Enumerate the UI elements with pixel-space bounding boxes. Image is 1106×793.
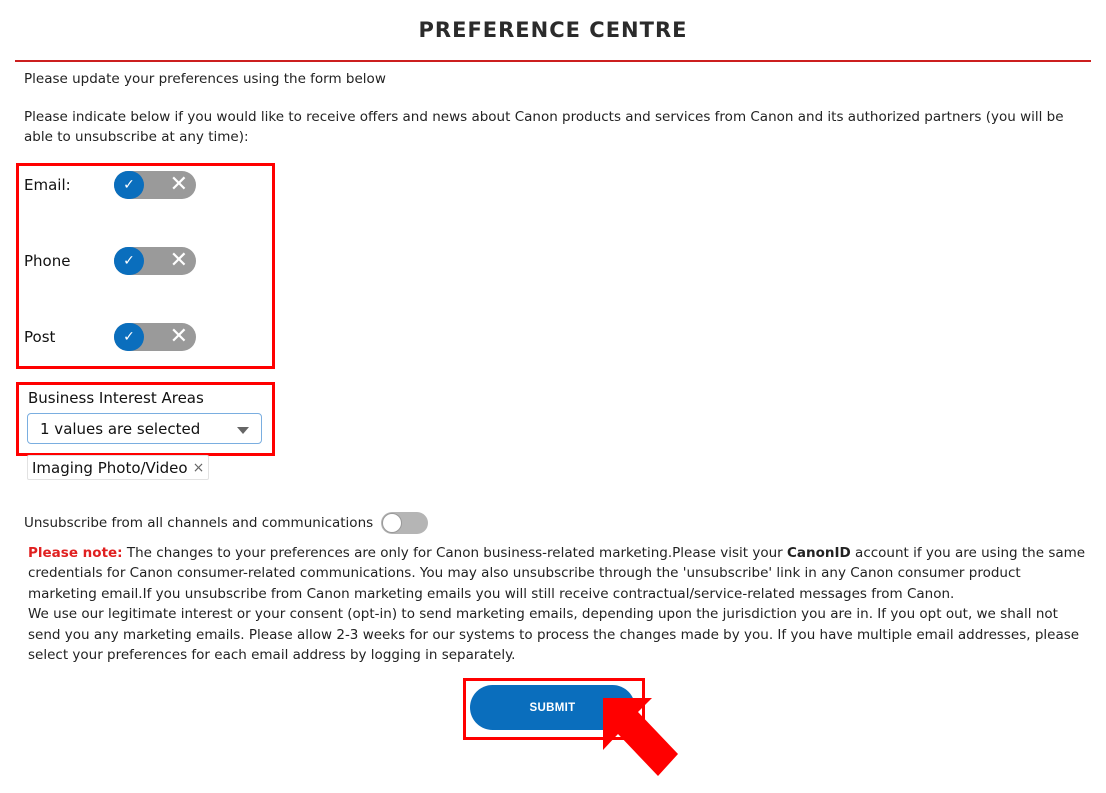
page-title: PREFERENCE CENTRE: [418, 18, 688, 42]
channel-label-phone: Phone: [24, 252, 71, 270]
submit-button[interactable]: SUBMIT: [470, 685, 635, 730]
chip-remove-icon[interactable]: ×: [192, 459, 205, 476]
check-icon: ✓: [114, 247, 144, 275]
selected-chip: [27, 455, 209, 480]
channel-row-email: [24, 171, 196, 199]
note-text-a: The changes to your preferences are only for Canon business-related marketing.Please visit your: [122, 545, 787, 561]
unsubscribe-all-label: Unsubscribe from all channels and communications: [24, 515, 374, 531]
business-interest-select[interactable]: [27, 413, 262, 444]
chip-label: Imaging Photo/Video: [32, 458, 188, 477]
canonid-text: CanonID: [787, 545, 851, 561]
channel-label-email: Email:: [24, 176, 71, 194]
check-icon: ✓: [114, 171, 144, 199]
unsubscribe-all-row: [24, 512, 428, 534]
intro-text: Please update your preferences using the form below: [24, 71, 386, 87]
x-icon: ✕: [169, 172, 188, 197]
pointer-arrow-icon: [600, 698, 680, 780]
toggle-knob: [382, 513, 402, 533]
email-toggle[interactable]: [114, 171, 196, 199]
x-icon: ✕: [169, 248, 188, 273]
phone-toggle[interactable]: [114, 247, 196, 275]
privacy-note: [28, 543, 1088, 665]
note-text-c: We use our legitimate interest or your consent (opt-in) to send marketing emails, depending upon the jurisdiction you are in. If you opt out, we shall not send you any marketing emails. Please allow 2-3 weeks for our systems to process the changes made by you. If you have multiple email addresses, please select your preferences for each email address by logging in separately.: [28, 606, 1080, 664]
note-text-b: account if you are using the same credentials for Canon consumer-related communications. You may also unsubscribe through the 'unsubscribe' link in any Canon consumer product marketing email.If you unsubscribe from Canon marketing emails you will still receive contractual/service-related messages from Canon.: [28, 545, 1086, 602]
channel-row-phone: [24, 247, 196, 275]
note-label: Please note:: [28, 545, 123, 561]
channel-row-post: [24, 323, 196, 351]
unsubscribe-all-toggle[interactable]: [381, 512, 428, 534]
chevron-down-icon: [237, 427, 249, 434]
post-toggle[interactable]: [114, 323, 196, 351]
check-icon: ✓: [114, 323, 144, 351]
business-interest-value: 1 values are selected: [40, 419, 201, 438]
x-icon: ✕: [169, 324, 188, 349]
title-divider: [15, 60, 1091, 62]
intro-instructions: Please indicate below if you would like to receive offers and news about Canon products and services from Canon and its authorized partners (you will be able to unsubscribe at any time):: [24, 109, 1064, 145]
business-interest-label: Business Interest Areas: [28, 389, 204, 407]
channel-label-post: Post: [24, 328, 56, 346]
